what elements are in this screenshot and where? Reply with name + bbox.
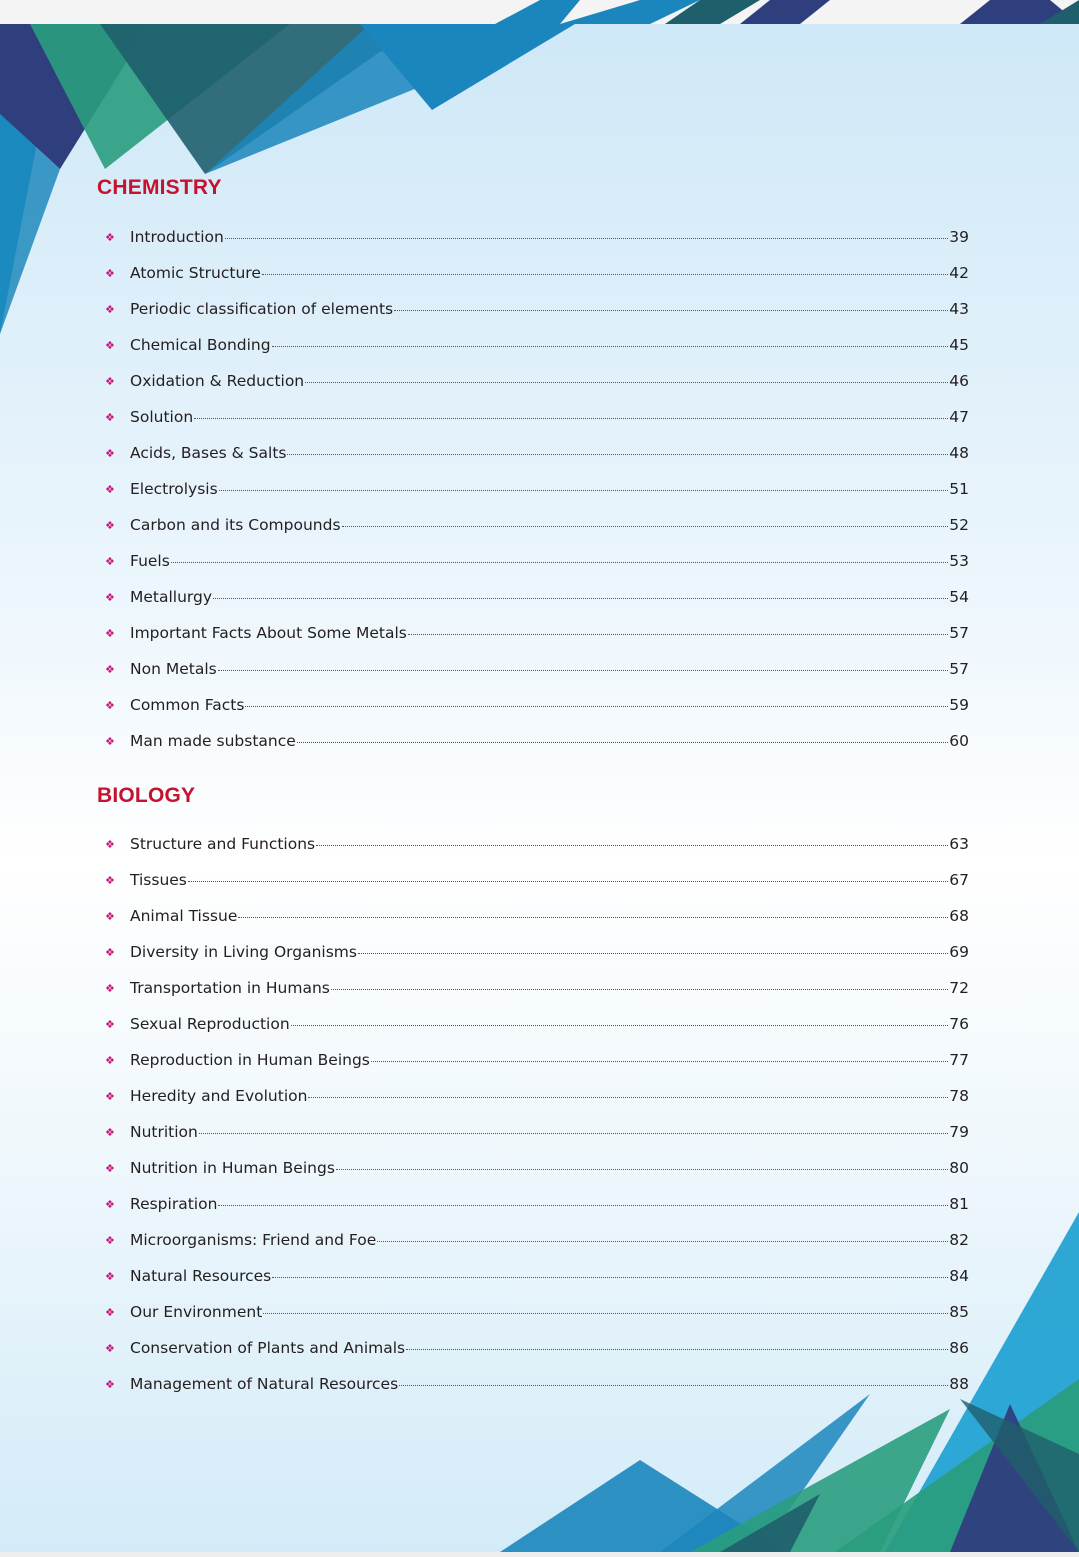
dot-leader: [263, 1312, 948, 1314]
toc-item-label: Chemical Bonding: [130, 336, 271, 354]
dot-leader: [219, 489, 949, 491]
diamond-bullet-icon: ❖: [105, 946, 115, 959]
diamond-bullet-icon: ❖: [105, 267, 115, 280]
toc-page-number: 67: [949, 871, 969, 889]
dot-leader: [194, 417, 948, 419]
toc-page-number: 86: [949, 1339, 969, 1357]
dot-leader: [199, 1132, 948, 1134]
diamond-bullet-icon: ❖: [105, 231, 115, 244]
dot-leader: [225, 237, 948, 239]
toc-page-number: 53: [949, 552, 969, 570]
toc-page-number: 54: [949, 588, 969, 606]
diamond-bullet-icon: ❖: [105, 1306, 115, 1319]
toc-page-number: 63: [949, 835, 969, 853]
diamond-bullet-icon: ❖: [105, 699, 115, 712]
toc-item-label: Metallurgy: [130, 588, 213, 606]
dot-leader: [394, 309, 948, 311]
toc-page-number: 81: [949, 1195, 969, 1213]
toc-page-number: 57: [949, 660, 969, 678]
toc-item-label: Important Facts About Some Metals: [130, 624, 407, 642]
toc-item[interactable]: [105, 657, 969, 693]
toc-item[interactable]: [105, 477, 969, 513]
toc-page-number: 68: [949, 907, 969, 925]
toc-item[interactable]: [105, 1228, 969, 1264]
toc-item-label: Reproduction in Human Beings: [130, 1051, 370, 1069]
diamond-bullet-icon: ❖: [105, 735, 115, 748]
toc-page-number: 46: [949, 372, 969, 390]
toc-page-number: 59: [949, 696, 969, 714]
toc-page-number: 43: [949, 300, 969, 318]
toc-page-number: 84: [949, 1267, 969, 1285]
diamond-bullet-icon: ❖: [105, 447, 115, 460]
diamond-bullet-icon: ❖: [105, 838, 115, 851]
biology-toc-list: [105, 832, 969, 1408]
diamond-bullet-icon: ❖: [105, 1126, 115, 1139]
toc-item[interactable]: [105, 1012, 969, 1048]
dot-leader: [171, 561, 948, 563]
chemistry-heading: CHEMISTRY: [97, 176, 222, 199]
toc-item-label: Man made substance: [130, 732, 296, 750]
dot-leader: [308, 1096, 948, 1098]
bottom-strip: [0, 1552, 1079, 1557]
toc-item[interactable]: [105, 1084, 969, 1120]
dot-leader: [377, 1240, 948, 1242]
toc-item-label: Common Facts: [130, 696, 245, 714]
toc-item[interactable]: [105, 621, 969, 657]
toc-item-label: Periodic classification of elements: [130, 300, 394, 318]
diamond-bullet-icon: ❖: [105, 1198, 115, 1211]
dot-leader: [262, 273, 948, 275]
toc-item-label: Acids, Bases & Salts: [130, 444, 287, 462]
toc-page-number: 69: [949, 943, 969, 961]
diamond-bullet-icon: ❖: [105, 591, 115, 604]
toc-item-label: Diversity in Living Organisms: [130, 943, 357, 961]
toc-item[interactable]: [105, 297, 969, 333]
toc-item-label: Natural Resources: [130, 1267, 272, 1285]
toc-item[interactable]: [105, 976, 969, 1012]
toc-page-number: 76: [949, 1015, 969, 1033]
toc-page-number: 45: [949, 336, 969, 354]
toc-item[interactable]: [105, 261, 969, 297]
dot-leader: [342, 525, 949, 527]
dot-leader: [406, 1348, 948, 1350]
diamond-bullet-icon: ❖: [105, 519, 115, 532]
toc-item-label: Introduction: [130, 228, 224, 246]
diamond-bullet-icon: ❖: [105, 1018, 115, 1031]
diamond-bullet-icon: ❖: [105, 339, 115, 352]
toc-item[interactable]: [105, 1264, 969, 1300]
toc-item-label: Management of Natural Resources: [130, 1375, 399, 1393]
toc-item[interactable]: [105, 225, 969, 261]
toc-item-label: Microorganisms: Friend and Foe: [130, 1231, 377, 1249]
toc-item[interactable]: [105, 729, 969, 765]
diamond-bullet-icon: ❖: [105, 1342, 115, 1355]
toc-item-label: Nutrition: [130, 1123, 198, 1141]
toc-item-label: Electrolysis: [130, 480, 218, 498]
toc-page-number: 52: [949, 516, 969, 534]
dot-leader: [371, 1060, 948, 1062]
toc-item-label: Heredity and Evolution: [130, 1087, 308, 1105]
diamond-bullet-icon: ❖: [105, 303, 115, 316]
diamond-bullet-icon: ❖: [105, 555, 115, 568]
toc-item[interactable]: [105, 1192, 969, 1228]
dot-leader: [408, 633, 948, 635]
diamond-bullet-icon: ❖: [105, 874, 115, 887]
toc-item-label: Structure and Functions: [130, 835, 316, 853]
toc-item-label: Oxidation & Reduction: [130, 372, 305, 390]
dot-leader: [336, 1168, 948, 1170]
toc-item[interactable]: [105, 693, 969, 729]
toc-item-label: Animal Tissue: [130, 907, 238, 925]
toc-page-number: 79: [949, 1123, 969, 1141]
toc-item[interactable]: [105, 940, 969, 976]
toc-item-label: Transportation in Humans: [130, 979, 330, 997]
dot-leader: [358, 952, 948, 954]
biology-heading: BIOLOGY: [97, 784, 196, 807]
diamond-bullet-icon: ❖: [105, 1054, 115, 1067]
toc-item[interactable]: [105, 832, 969, 868]
diamond-bullet-icon: ❖: [105, 627, 115, 640]
toc-item-label: Nutrition in Human Beings: [130, 1159, 335, 1177]
toc-item-label: Our Environment: [130, 1303, 263, 1321]
toc-page-number: 88: [949, 1375, 969, 1393]
toc-item[interactable]: [105, 369, 969, 405]
toc-item-label: Carbon and its Compounds: [130, 516, 341, 534]
toc-page-number: 39: [949, 228, 969, 246]
toc-item[interactable]: [105, 441, 969, 477]
diamond-bullet-icon: ❖: [105, 375, 115, 388]
diamond-bullet-icon: ❖: [105, 1234, 115, 1247]
toc-item-label: Sexual Reproduction: [130, 1015, 290, 1033]
toc-item-label: Respiration: [130, 1195, 218, 1213]
dot-leader: [287, 453, 948, 455]
dot-leader: [291, 1024, 949, 1026]
toc-item-label: Solution: [130, 408, 194, 426]
toc-page-number: 72: [949, 979, 969, 997]
diamond-bullet-icon: ❖: [105, 663, 115, 676]
toc-page-number: 47: [949, 408, 969, 426]
toc-page-number: 80: [949, 1159, 969, 1177]
toc-item[interactable]: [105, 513, 969, 549]
dot-leader: [297, 741, 948, 743]
toc-item[interactable]: [105, 1372, 969, 1408]
diamond-bullet-icon: ❖: [105, 411, 115, 424]
dot-leader: [305, 381, 948, 383]
toc-item[interactable]: [105, 1048, 969, 1084]
dot-leader: [331, 988, 948, 990]
toc-page-number: 85: [949, 1303, 969, 1321]
toc-item[interactable]: [105, 585, 969, 621]
toc-item[interactable]: [105, 549, 969, 585]
dot-leader: [188, 880, 948, 882]
diamond-bullet-icon: ❖: [105, 982, 115, 995]
toc-item[interactable]: [105, 1336, 969, 1372]
diamond-bullet-icon: ❖: [105, 1378, 115, 1391]
toc-item[interactable]: [105, 333, 969, 369]
dot-leader: [218, 669, 949, 671]
chemistry-toc-list: [105, 225, 969, 765]
toc-page-number: 51: [949, 480, 969, 498]
dot-leader: [399, 1384, 948, 1386]
toc-page-number: 82: [949, 1231, 969, 1249]
top-strip-shapes: [0, 0, 1079, 24]
diamond-bullet-icon: ❖: [105, 1270, 115, 1283]
toc-page-number: 48: [949, 444, 969, 462]
dot-leader: [316, 844, 948, 846]
toc-item-label: Non Metals: [130, 660, 217, 678]
toc-item[interactable]: [105, 1300, 969, 1336]
toc-item[interactable]: [105, 1156, 969, 1192]
dot-leader: [238, 916, 948, 918]
top-decoration-strip: [0, 0, 1079, 24]
toc-page-number: 60: [949, 732, 969, 750]
diamond-bullet-icon: ❖: [105, 483, 115, 496]
toc-page-number: 77: [949, 1051, 969, 1069]
diamond-bullet-icon: ❖: [105, 910, 115, 923]
diamond-bullet-icon: ❖: [105, 1090, 115, 1103]
toc-item[interactable]: [105, 405, 969, 441]
toc-item[interactable]: [105, 868, 969, 904]
toc-page-number: 78: [949, 1087, 969, 1105]
toc-item-label: Atomic Structure: [130, 264, 261, 282]
dot-leader: [213, 597, 948, 599]
toc-item[interactable]: [105, 1120, 969, 1156]
dot-leader: [272, 345, 949, 347]
toc-item[interactable]: [105, 904, 969, 940]
dot-leader: [245, 705, 948, 707]
diamond-bullet-icon: ❖: [105, 1162, 115, 1175]
toc-page-number: 42: [949, 264, 969, 282]
toc-item-label: Tissues: [130, 871, 187, 889]
toc-item-label: Conservation of Plants and Animals: [130, 1339, 406, 1357]
dot-leader: [218, 1204, 948, 1206]
toc-item-label: Fuels: [130, 552, 170, 570]
toc-page-number: 57: [949, 624, 969, 642]
dot-leader: [272, 1276, 948, 1278]
